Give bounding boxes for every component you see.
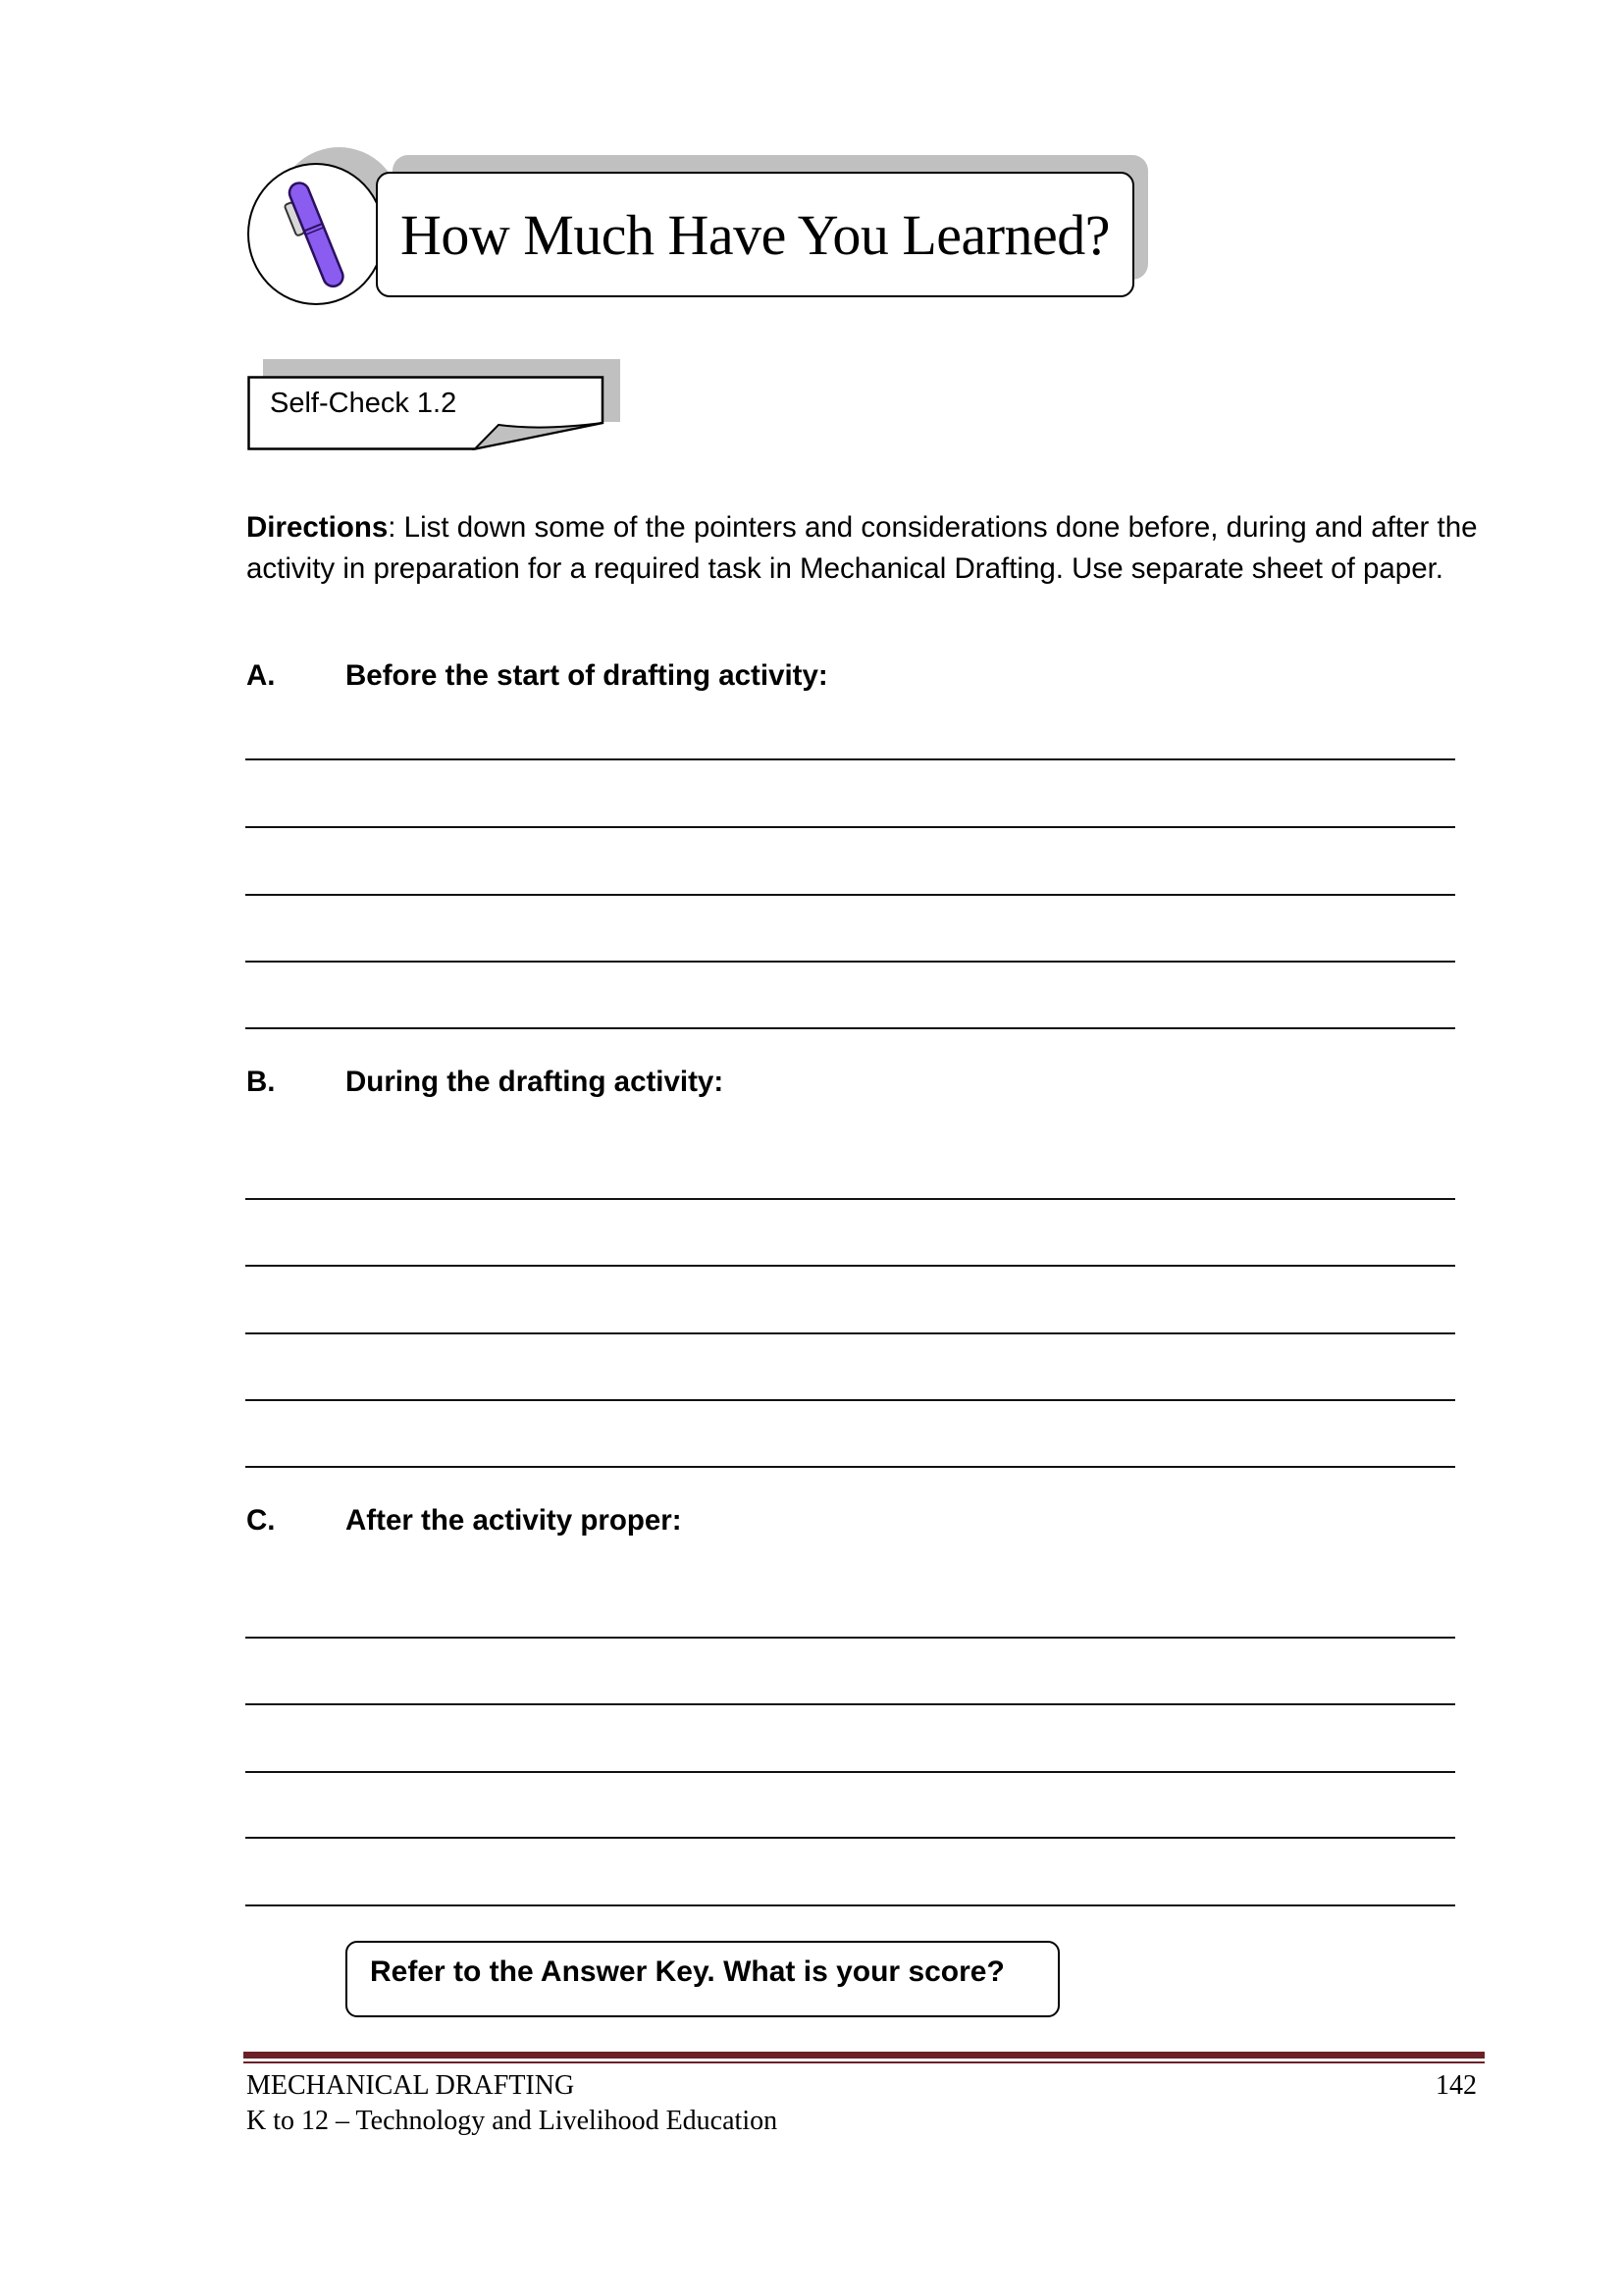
answer-line[interactable] bbox=[245, 1198, 1455, 1200]
answer-line[interactable] bbox=[245, 1332, 1455, 1334]
answer-line[interactable] bbox=[245, 1027, 1455, 1029]
footer-subject: MECHANICAL DRAFTING bbox=[246, 2070, 575, 2101]
footer-program: K to 12 – Technology and Livelihood Education bbox=[246, 2106, 778, 2136]
directions-paragraph bbox=[246, 507, 1493, 589]
directions-label: Directions bbox=[246, 511, 389, 544]
footer-rule-thin bbox=[243, 2061, 1485, 2063]
page-title: How Much Have You Learned? bbox=[399, 202, 1111, 267]
section-c-title: After the activity proper: bbox=[345, 1504, 682, 1537]
answer-line[interactable] bbox=[245, 1771, 1455, 1773]
section-b-title: During the drafting activity: bbox=[345, 1066, 724, 1098]
footer-rule-thick bbox=[243, 2052, 1485, 2059]
section-c-letter: C. bbox=[246, 1504, 276, 1537]
section-b-letter: B. bbox=[246, 1066, 276, 1098]
answer-line[interactable] bbox=[245, 1265, 1455, 1267]
answer-line[interactable] bbox=[245, 826, 1455, 828]
header-title-box bbox=[376, 172, 1134, 297]
answer-line[interactable] bbox=[245, 1837, 1455, 1839]
directions-text: : List down some of the pointers and considerations done before, during and after the activity in preparation for a required task in Mechanical Drafting. Use separate sheet of paper. bbox=[246, 511, 1478, 585]
answer-line[interactable] bbox=[245, 961, 1455, 963]
answer-line[interactable] bbox=[245, 1399, 1455, 1401]
section-a-letter: A. bbox=[246, 659, 276, 692]
self-check-label: Self-Check 1.2 bbox=[270, 388, 457, 419]
answer-line[interactable] bbox=[245, 1904, 1455, 1906]
answer-line[interactable] bbox=[245, 1637, 1455, 1639]
section-a-title: Before the start of drafting activity: bbox=[345, 659, 828, 692]
answer-key-text: Refer to the Answer Key. What is your score? bbox=[370, 1955, 1005, 1988]
answer-line[interactable] bbox=[245, 1703, 1455, 1705]
answer-line[interactable] bbox=[245, 758, 1455, 760]
answer-line[interactable] bbox=[245, 894, 1455, 896]
answer-line[interactable] bbox=[245, 1466, 1455, 1468]
pen-icon bbox=[280, 175, 358, 292]
page-number: 142 bbox=[1436, 2070, 1477, 2101]
